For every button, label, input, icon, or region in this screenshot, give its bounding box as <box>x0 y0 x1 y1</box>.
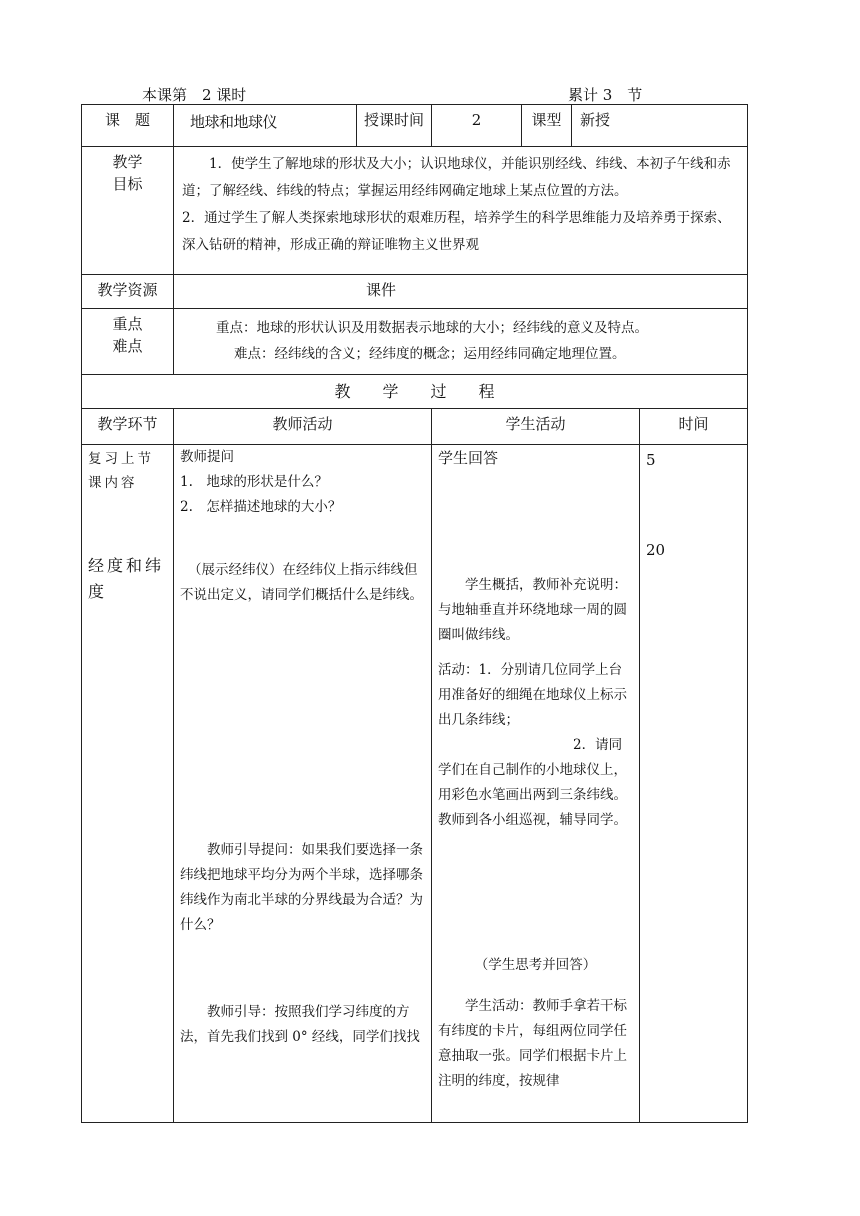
student-answer: 学生回答 <box>438 449 499 467</box>
student-activity-2: 2．请同学们在自己制作的小地球仪上，用彩色水笔画出两到三条纬线。教师到各小组巡视，辅导同学。 <box>438 737 627 828</box>
student-summary: 学生概括，教师补充说明：与地轴垂直并环绕地球一周的圆圈叫做纬线。 <box>438 577 627 643</box>
student-activity-3: 学生活动：教师手拿若干标有纬度的卡片，每组两位同学任意抽取一张。同学们根据卡片上注明的纬度，按规律 <box>438 998 627 1089</box>
process-title: 教 学 过 程 <box>82 375 748 409</box>
process-body-row <box>82 445 748 1123</box>
time-value: 2 <box>432 105 522 147</box>
col-time: 时间 <box>640 409 748 445</box>
type-value: 新授 <box>572 105 748 147</box>
lesson-plan-table <box>81 104 748 1123</box>
student-activity-1: 活动：1．分别请几位同学上台用准备好的细绳在地球仪上标示出几条纬线； <box>438 662 627 728</box>
goal-2: 2．通过学生了解人类探索地球形状的艰难历程，培养学生的科学思维能力及培养勇于探索、深入钻研的精神，形成正确的辩证唯物主义世界观 <box>182 210 731 253</box>
stage-review: 复习上节课内容 <box>88 451 154 491</box>
column-header-row <box>82 409 748 445</box>
keypoints-row <box>82 309 748 375</box>
goals-content <box>174 147 748 275</box>
teacher-guide-2: 教师引导：按照我们学习纬度的方法，首先我们找到 0° 经线，同学们找找 <box>180 1004 420 1045</box>
teacher-q1: 1. 地球的形状是什么？ <box>180 474 328 490</box>
resource-label: 教学资源 <box>82 275 174 309</box>
hard-point: 难点：经纬线的含义；经纬度的概念；运用经纬同确定地理位置。 <box>234 346 626 362</box>
col-teacher: 教师活动 <box>174 409 432 445</box>
goals-label: 教学 目标 <box>82 147 174 275</box>
topic-cell <box>174 105 357 147</box>
cumulative-count: 累计 3 节 <box>568 86 643 104</box>
student-think: （学生思考并回答） <box>474 957 597 973</box>
teacher-show: （展示经纬仪）在经纬仪上指示纬线但不说出定义，请同学们概括什么是纬线。 <box>180 562 423 603</box>
goals-row <box>82 147 748 275</box>
stage-latlon: 经度和纬度 <box>88 556 165 601</box>
topic-title: 地球和地球仪 <box>190 113 278 131</box>
key-point: 重点：地球的形状认识及用数据表示地球的大小；经纬线的意义及特点。 <box>216 320 648 336</box>
col-stage: 教学环节 <box>82 409 174 445</box>
topic-row <box>82 105 748 147</box>
lesson-period: 本课第 2 课时 <box>142 86 247 104</box>
teacher-q2: 2. 怎样描述地球的大小？ <box>180 499 342 515</box>
resource-row <box>82 275 748 309</box>
keypoints-content <box>174 309 748 375</box>
time-review: 5 <box>646 451 656 469</box>
time-latlon: 20 <box>646 541 666 559</box>
student-activity <box>432 445 640 1123</box>
time-cell <box>640 445 748 1123</box>
keypoints-label: 重点 难点 <box>82 309 174 375</box>
teacher-q-title: 教师提问 <box>180 449 234 465</box>
topic-label: 课 题 <box>82 105 174 147</box>
resource-value: 课件 <box>174 275 748 309</box>
stage-cell <box>82 445 174 1123</box>
goal-1: 1．使学生了解地球的形状及大小；认识地球仪，并能识别经线、纬线、本初子午线和赤道；了解经线、纬线的特点；掌握运用经纬网确定地球上某点位置的方法。 <box>182 156 731 199</box>
teacher-guide-1: 教师引导提问：如果我们要选择一条纬线把地球平均分为两个半球，选择哪条纬线作为南北半球的分界线最为合适？为什么？ <box>180 842 423 933</box>
col-student: 学生活动 <box>432 409 640 445</box>
type-label: 课型 <box>522 105 572 147</box>
teacher-activity <box>174 445 432 1123</box>
process-title-row <box>82 375 748 409</box>
time-label: 授课时间 <box>357 105 432 147</box>
